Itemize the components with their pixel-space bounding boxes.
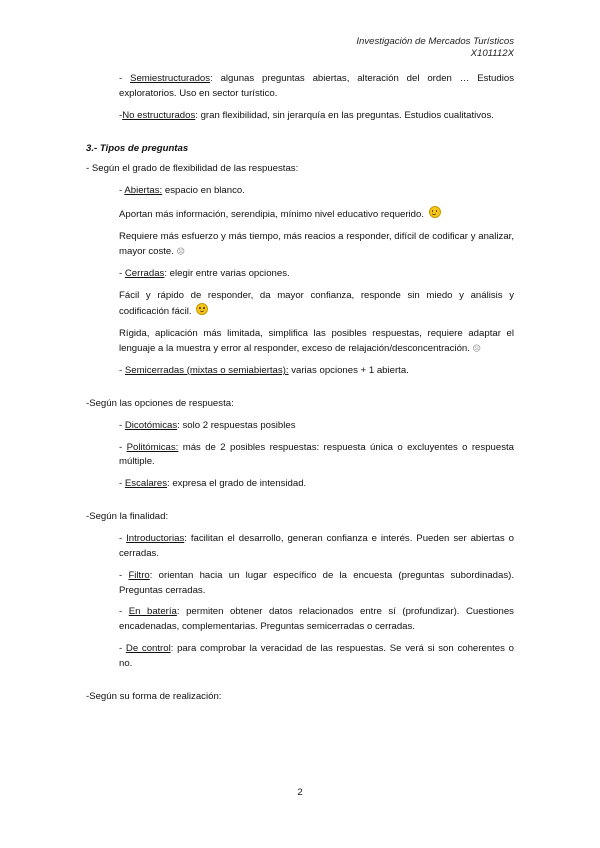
- abiertas-inconvenientes: Requiere más esfuerzo y más tiempo, más reacios a responder, difícil de codificar y analizar, mayor coste. ☹: [119, 231, 514, 257]
- item-politomicas: - Politómicas: más de 2 posibles respuestas: respuesta única o excluyentes o respuesta múltiple.: [119, 441, 514, 468]
- cerradas-inconvenientes: Rígida, aplicación más limitada, simplifica las posibles respuestas, requiere adaptar el lenguaje a la muestra y error al responder, exceso de relajación/desconcentración. ☹: [119, 328, 514, 355]
- item-semicerradas: - Semicerradas (mixtas o semiabiertas): varias opciones + 1 abierta.: [119, 365, 409, 377]
- item-cerradas: - Cerradas: elegir entre varias opciones.: [119, 267, 290, 279]
- header-code: X101112X: [470, 48, 514, 60]
- term: Introductorias: [126, 533, 185, 545]
- item-escalares: - Escalares: expresa el grado de intensidad.: [119, 478, 307, 490]
- term: Politómicas:: [126, 441, 179, 453]
- group-heading-opciones: -Según las opciones de respuesta:: [86, 397, 234, 409]
- abiertas-ventajas: Aportan más información, serendipia, mínimo nivel educativo requerido.: [119, 206, 514, 223]
- term: Filtro: [128, 569, 150, 581]
- sad-face-icon: ☹: [472, 344, 481, 354]
- page-number: 2: [297, 787, 303, 798]
- document-body: [86, 70, 514, 705]
- item-filtro: - Filtro: orientan hacia un lugar específico de la encuesta (preguntas subordinadas). Preguntas cerradas.: [119, 569, 514, 596]
- group-heading-finalidad: -Según la finalidad:: [86, 511, 169, 523]
- term: Cerradas: [124, 267, 165, 279]
- smiley-icon: [429, 206, 441, 218]
- item-en-bateria: - En batería: permiten obtener datos relacionados entre sí (profundizar). Cuestiones encadenadas, complementarias. Preguntas semicerradas o cerradas.: [119, 606, 514, 633]
- header-title: Investigación de Mercados Turísticos: [356, 36, 514, 47]
- term: Dicotómicas: [124, 419, 178, 431]
- term: No estructurados: [122, 109, 196, 121]
- term: Abiertas:: [124, 185, 163, 197]
- sad-face-icon: ☹: [176, 246, 185, 256]
- group-heading-forma: -Según su forma de realización:: [86, 690, 222, 702]
- item-de-control: - De control: para comprobar la veracidad de las respuestas. Se verá si son coherentes o no.: [119, 643, 514, 670]
- section-heading: 3.- Tipos de preguntas: [86, 142, 189, 154]
- term: Semicerradas (mixtas o semiabiertas):: [124, 365, 289, 377]
- term: Escalares: [124, 478, 167, 490]
- group-heading-flexibilidad: - Según el grado de flexibilidad de las respuestas:: [86, 163, 299, 175]
- term: En batería: [128, 606, 177, 618]
- term: De control: [125, 643, 171, 655]
- term: Semiestructurados: [130, 73, 211, 84]
- item-introductorias: - Introductorias: facilitan el desarrollo, generan confianza e interés. Pueden ser abiertas o cerradas.: [119, 533, 514, 559]
- item-semiestructurados: - Semiestructurados: algunas preguntas abiertas, alteración del orden … Estudios exploratorios. Uso en sector turístico.: [119, 73, 514, 99]
- smiley-icon: [196, 303, 208, 315]
- item-abiertas: - Abiertas: espacio en blanco.: [119, 185, 245, 197]
- item-no-estructurados: -No estructurados: gran flexibilidad, sin jerarquía en las preguntas. Estudios cualitativos.: [119, 109, 494, 121]
- item-dicotomicas: - Dicotómicas: solo 2 respuestas posibles: [119, 419, 296, 431]
- page-header: [356, 36, 514, 61]
- cerradas-ventajas: Fácil y rápido de responder, da mayor confianza, responde sin miedo y análisis y codificación fácil.: [119, 289, 514, 318]
